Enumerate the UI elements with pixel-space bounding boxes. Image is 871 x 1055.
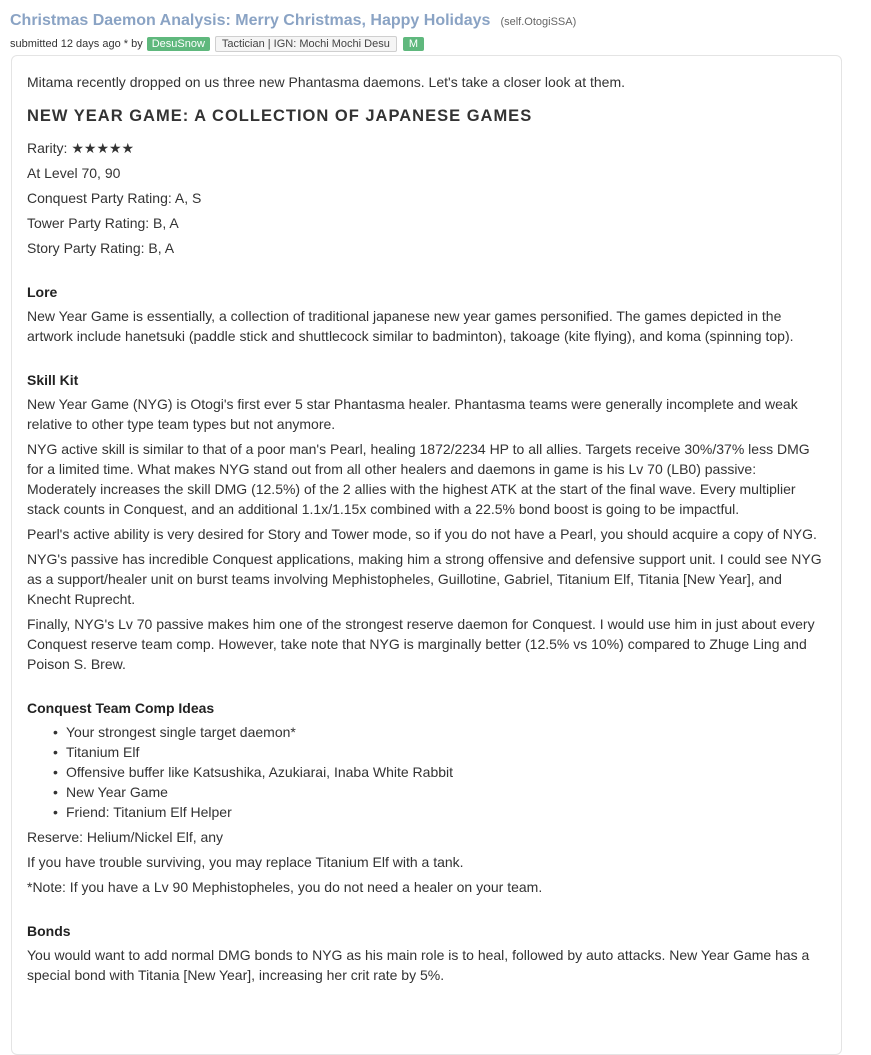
list-item: • Titanium Elf [66, 742, 826, 762]
daemon-heading: NEW YEAR GAME: A COLLECTION OF JAPANESE GAMES [27, 107, 533, 125]
skill-paragraph: Finally, NYG's Lv 70 passive makes him one of the strongest reserve daemon for Conquest. I would use him in just about every Conquest reserve team comp. However, take note that NYG is marginally better (12.5% vs 10%) compared to Zhuge Ling and Poison S. Brew. [27, 616, 815, 672]
list-item: • Offensive buffer like Katsushika, Azukiarai, Inaba White Rabbit [66, 762, 826, 782]
stat-rarity: Rarity: ★★★★★ [27, 140, 135, 156]
reserve-paragraph: Reserve: Helium/Nickel Elf, any [27, 829, 224, 845]
post-content [27, 72, 826, 985]
stats-block [27, 138, 826, 258]
survival-paragraph: If you have trouble surviving, you may replace Titanium Elf with a tank. [27, 854, 464, 870]
conquest-heading: Conquest Team Comp Ideas [27, 700, 215, 716]
skill-kit-heading: Skill Kit [27, 372, 79, 388]
post-title-link[interactable]: Christmas Daemon Analysis: Merry Christmas, Happy Holidays [10, 12, 491, 29]
stat-story-rating: Story Party Rating: B, A [27, 240, 175, 256]
title-row [10, 12, 860, 30]
lore-paragraph: New Year Game is essentially, a collection of traditional japanese new year games personified. The games depicted in the artwork include hanetsuki (paddle stick and shuttlecock similar to badminton), takoage (kite flying), and koma (spinning top). [27, 308, 794, 344]
note-paragraph: *Note: If you have a Lv 90 Mephistopheles, you do not need a healer on your team. [27, 879, 543, 895]
skill-paragraph: Pearl's active ability is very desired for Story and Tower mode, so if you do not have a Pearl, you should acquire a copy of NYG. [27, 526, 817, 542]
stat-level: At Level 70, 90 [27, 165, 121, 181]
post-domain[interactable]: (self.OtogiSSA) [500, 16, 577, 28]
post-tagline [10, 36, 860, 52]
author-flair: Tactician | IGN: Mochi Mochi Desu [215, 36, 397, 52]
skill-paragraph: NYG's passive has incredible Conquest applications, making him a strong offensive and defensive support unit. I could see NYG as a support/healer unit on burst teams involving Mephistopheles, Guillotine, Gabriel, Titanium Elf, Titania [New Year], and Knecht Ruprecht. [27, 551, 822, 607]
bonds-heading: Bonds [27, 923, 71, 939]
list-item: • Friend: Titanium Elf Helper [66, 802, 826, 822]
stat-conquest-rating: Conquest Party Rating: A, S [27, 190, 202, 206]
lore-heading: Lore [27, 284, 58, 300]
bonds-paragraph: You would want to add normal DMG bonds to NYG as his main role is to heal, followed by auto attacks. New Year Game has a special bond with Titania [New Year], increasing her crit rate by 5%. [27, 947, 810, 983]
list-item: • Your strongest single target daemon* [66, 722, 826, 742]
conquest-team-list [27, 722, 826, 822]
author-link[interactable]: DesuSnow [147, 37, 210, 51]
skill-paragraph: New Year Game (NYG) is Otogi's first ever 5 star Phantasma healer. Phantasma teams were generally incomplete and weak relative to other type team types but not anymore. [27, 396, 798, 432]
stat-tower-rating: Tower Party Rating: B, A [27, 215, 179, 231]
list-item: • New Year Game [66, 782, 826, 802]
skill-paragraph: NYG active skill is similar to that of a poor man's Pearl, healing 1872/2234 HP to all allies. Targets receive 30%/37% less DMG for a limited time. What makes NYG stand out from all other healers and daemons in game is his Lv 70 (LB0) passive: Moderately increases the skill DMG (12.5%) of the 2 allies with the highest ATK at the start of the final wave. Every multiplier stack counts in Conquest, and an additional 1.1x/1.15x combined with a 22.5% bond boost is going to be impactful. [27, 441, 810, 517]
mod-badge[interactable]: M [403, 37, 424, 51]
post-body [11, 55, 842, 1055]
intro-paragraph: Mitama recently dropped on us three new Phantasma daemons. Let's take a closer look at them. [27, 74, 625, 90]
post-header [10, 12, 860, 52]
submitted-text: submitted 12 days ago * by [10, 38, 143, 50]
